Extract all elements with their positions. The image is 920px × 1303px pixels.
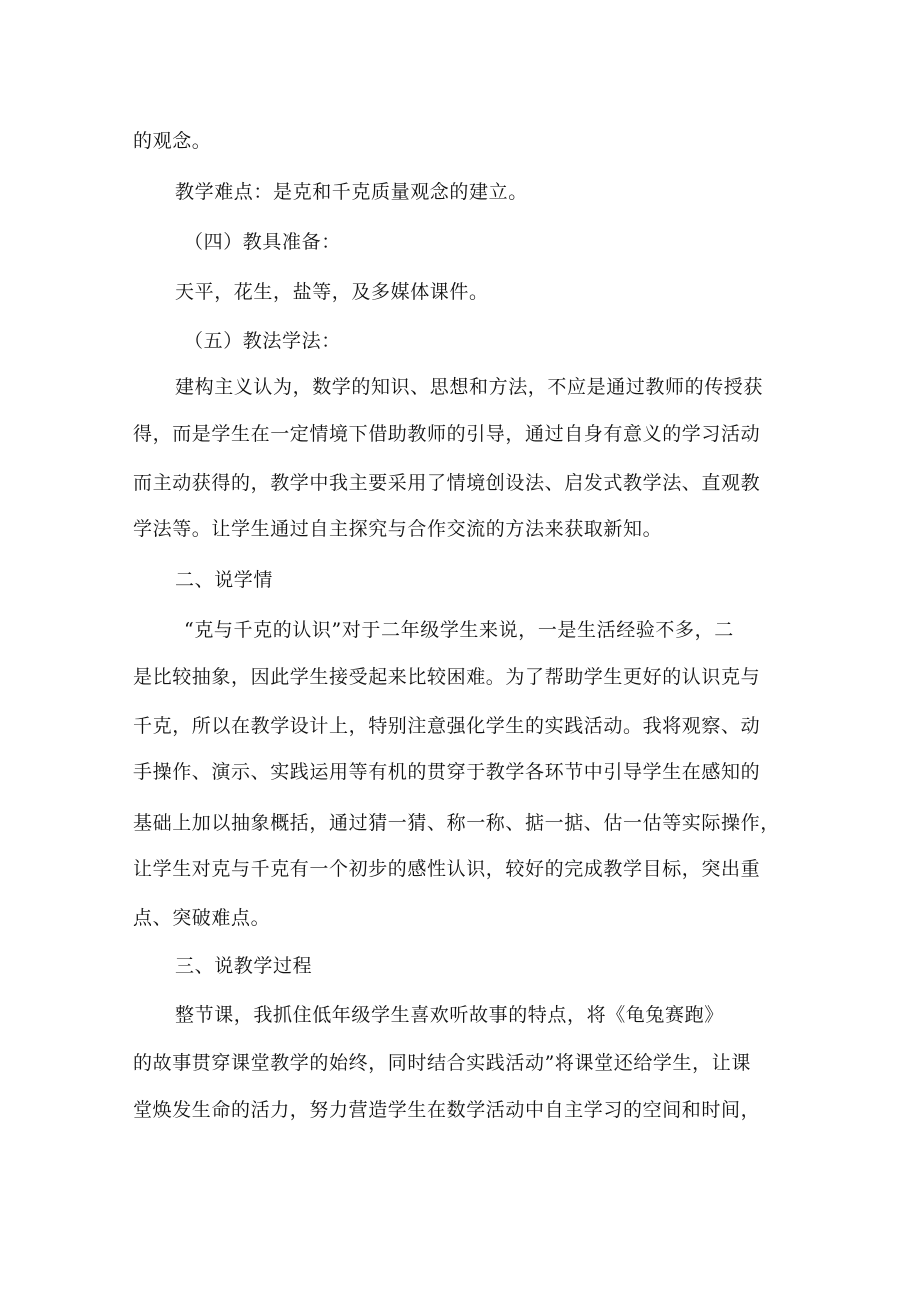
text-line: 基础上加以抽象概括，通过猜一猜、称一称、掂一掂、估一估等实际操作，	[133, 812, 780, 834]
text-line: 堂焕发生命的活力，努力营造学生在数学活动中自主学习的空间和时间，	[133, 1099, 761, 1121]
section-heading: （五）教法学法：	[184, 330, 341, 352]
text-line: 学法等。让学生通过自主探究与合作交流的方法来获取新知。	[133, 518, 663, 540]
text-line: 是比较抽象，因此学生接受起来比较困难。为了帮助学生更好的认识克与	[133, 666, 761, 688]
section-heading: 三、说教学过程	[175, 955, 313, 977]
section-heading: 二、说学情	[175, 569, 274, 591]
text-line: 整节课，我抓住低年级学生喜欢听故事的特点，将《龟兔赛跑》	[175, 1004, 724, 1026]
text-line: 而主动获得的，教学中我主要采用了情境创设法、启发式教学法、直观教	[133, 472, 761, 494]
text-line: 点、突破难点。	[133, 907, 271, 929]
text-line: 的观念。	[133, 130, 212, 152]
text-line: 教学难点：是克和千克质量观念的建立。	[175, 181, 528, 203]
text-line: 手操作、演示、实践运用等有机的贯穿于教学各环节中引导学生在感知的	[133, 761, 761, 783]
text-line: 的故事贯穿课堂教学的始终，同时结合实践活动”将课堂还给学生，让课	[133, 1052, 751, 1074]
text-line: 千克，所以在教学设计上，特别注意强化学生的实践活动。我将观察、动	[133, 715, 761, 737]
section-heading: （四）教具准备：	[184, 231, 341, 253]
text-line: “克与千克的认识”对于二年级学生来说，一是生活经验不多，二	[184, 619, 734, 641]
text-line: 建构主义认为，数学的知识、思想和方法，不应是通过教师的传授获	[175, 376, 764, 398]
text-line: 得，而是学生在一定情境下借助教师的引导，通过自身有意义的学习活动	[133, 423, 761, 445]
text-line: 天平，花生，盐等，及多媒体课件。	[175, 281, 489, 303]
text-line: 让学生对克与千克有一个初步的感性认识，较好的完成教学目标，突出重	[133, 858, 761, 880]
